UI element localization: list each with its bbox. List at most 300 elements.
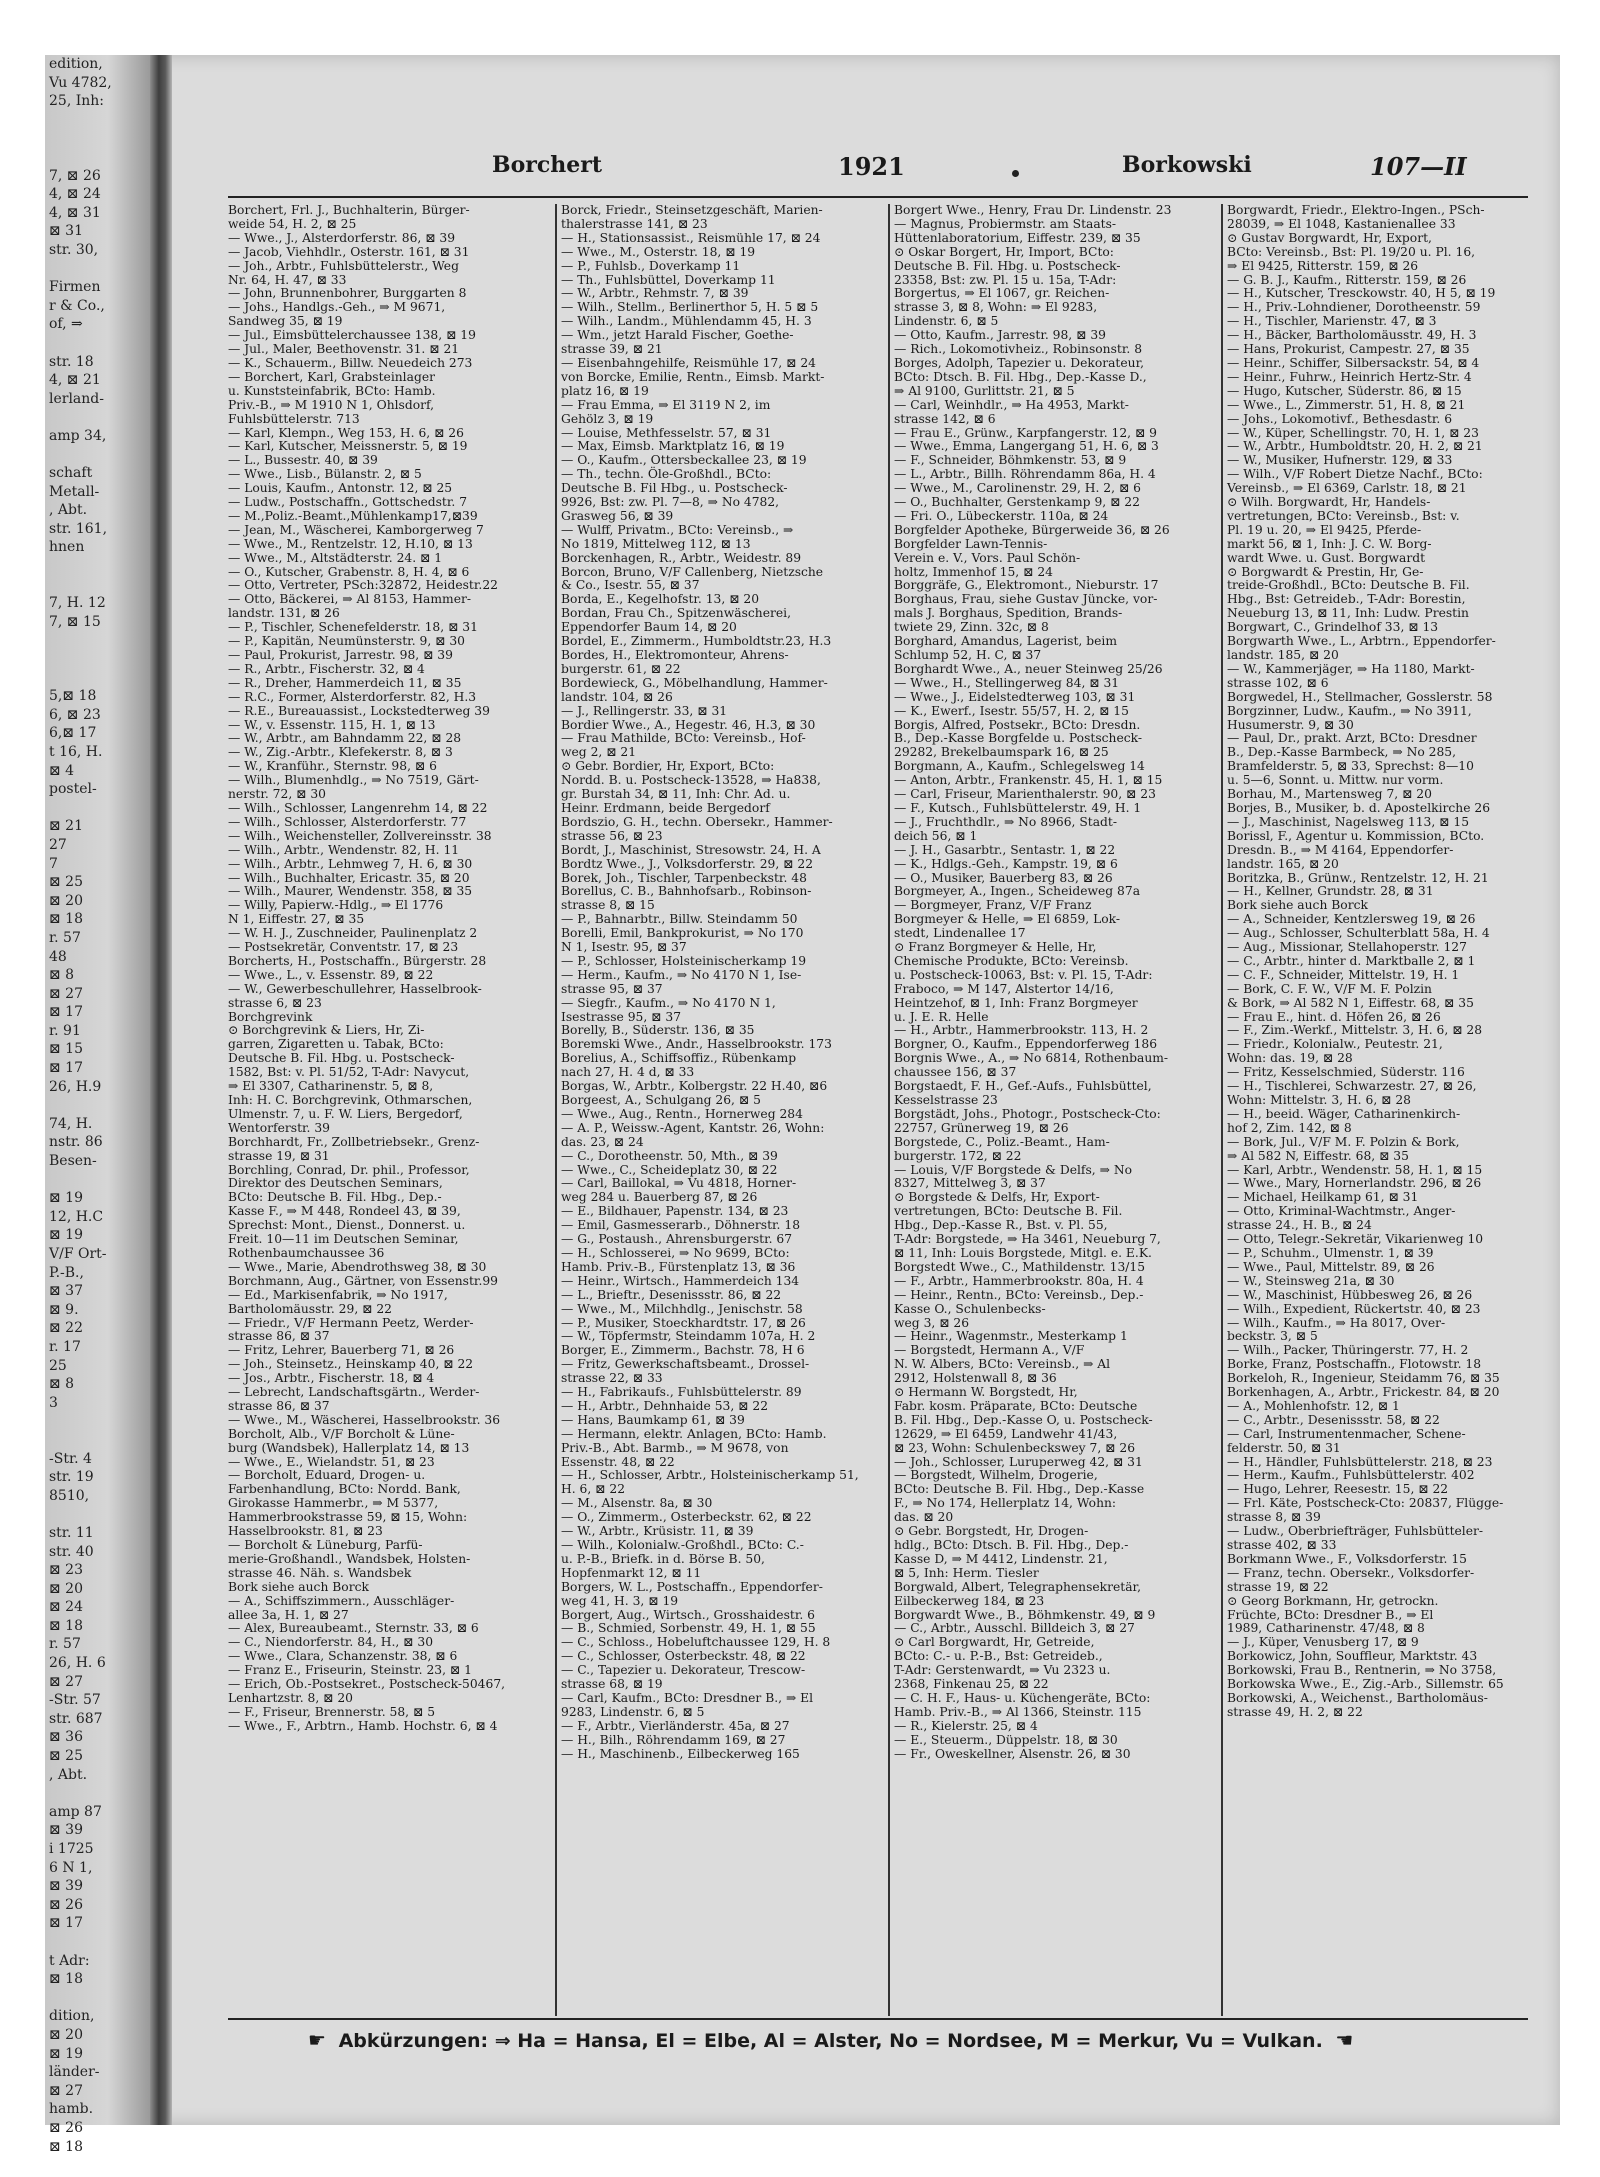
directory-line: ⊙ Gebr. Borgstedt, Hr, Drogen- bbox=[894, 1524, 1089, 1539]
previous-page-text bbox=[45, 1505, 150, 1524]
directory-line: felderstr. 50, ⊠ 31 bbox=[1227, 1440, 1341, 1455]
previous-page-text: ⊠ 17 bbox=[49, 1060, 83, 1077]
previous-page-text: ⊠ 20 bbox=[49, 2026, 83, 2043]
directory-line: — H., Schlosser, Arbtr., Holsteinischerkamp 51, bbox=[561, 1468, 859, 1483]
pointing-hand-icon: ☚ bbox=[1335, 2028, 1354, 2052]
directory-line: — Magnus, Probiermstr. am Staats- bbox=[894, 216, 1117, 231]
directory-line: Deutsche B. Fil. Hbg. u. Postscheck- bbox=[894, 258, 1121, 273]
directory-line: Bordewieck, G., Möbelhandlung, Hammer- bbox=[561, 675, 828, 690]
directory-line: strasse 86, ⊠ 37 bbox=[228, 1329, 330, 1344]
directory-line: — Ludw., Oberbriefträger, Fuhlsbütteler- bbox=[1227, 1524, 1484, 1539]
directory-line: Borissl, F., Agentur u. Kommission, BCto. bbox=[1227, 828, 1485, 843]
directory-line: Borchling, Conrad, Dr. phil., Professor, bbox=[228, 1162, 470, 1177]
directory-line: Borgas, W., Arbtr., Kolbergstr. 22 H.40, ⊠6 bbox=[561, 1079, 828, 1094]
directory-line: Hopfenmarkt 12, ⊠ 11 bbox=[561, 1565, 702, 1580]
directory-line: strasse 3, ⊠ 8, Wohn: ⇒ El 9283, bbox=[894, 300, 1098, 315]
header-dot bbox=[1012, 170, 1019, 177]
directory-line: u. Postscheck-10063, Bst: v. Pl. 15, T-Adr: bbox=[894, 967, 1153, 982]
previous-page-text: 6, ⊠ 23 bbox=[49, 706, 101, 723]
directory-line: — C., Arbtr., Desenissstr. 58, ⊠ 22 bbox=[1227, 1412, 1440, 1427]
directory-line: Priv.-B., Abt. Barmb., ⇒ M 9678, von bbox=[561, 1440, 789, 1455]
directory-line: Borckenhagen, R., Arbtr., Weidestr. 89 bbox=[561, 550, 802, 565]
book-gutter bbox=[150, 55, 172, 2125]
directory-line: — Th., techn. Öle-Großhdl., BCto: bbox=[561, 467, 772, 482]
directory-line: — Frau E., Grünw., Karpfangerstr. 12, ⊠ 9 bbox=[894, 425, 1158, 440]
directory-line: H. 6, ⊠ 22 bbox=[561, 1482, 626, 1497]
directory-line: — Fritz, Lehrer, Bauerberg 71, ⊠ 26 bbox=[228, 1343, 455, 1358]
abbreviations-footer bbox=[302, 2028, 1482, 2058]
directory-line: — Wwe., M., Rentzelstr. 12, H.10, ⊠ 13 bbox=[228, 536, 473, 551]
previous-page-text: 4, ⊠ 24 bbox=[49, 186, 101, 203]
previous-page-text: ⊠ 20 bbox=[49, 1580, 83, 1597]
directory-line: 8327, Mittelweg 3, ⊠ 37 bbox=[894, 1176, 1046, 1191]
directory-line: weg 41, H. 3, ⊠ 19 bbox=[561, 1593, 679, 1608]
directory-line: — H., Stationsassist., Reismühle 17, ⊠ 24 bbox=[561, 230, 821, 245]
directory-line: Heinr. Erdmann, beide Bergedorf bbox=[561, 800, 770, 815]
directory-line: Borghardt Wwe., A., neuer Steinweg 25/26 bbox=[894, 661, 1163, 676]
previous-page-text: r. 17 bbox=[49, 1338, 81, 1355]
directory-line: Borelly, B., Süderstr. 136, ⊠ 35 bbox=[561, 1023, 755, 1038]
previous-page-text bbox=[45, 557, 150, 576]
directory-line: — K., Hdlgs.-Geh., Kampstr. 19, ⊠ 6 bbox=[894, 856, 1118, 871]
directory-line: Borgwedel, H., Stellmacher, Gosslerstr. 58 bbox=[1227, 689, 1493, 704]
directory-line: — C. F., Schneider, Mittelstr. 19, H. 1 bbox=[1227, 967, 1460, 982]
directory-line: — E., Steuerm., Düppelstr. 18, ⊠ 30 bbox=[894, 1732, 1118, 1747]
directory-line: vertretungen, BCto: Deutsche B. Fil. bbox=[894, 1204, 1123, 1219]
previous-page-text bbox=[45, 408, 150, 427]
directory-line: — W., Maschinist, Hübbesweg 26, ⊠ 26 bbox=[1227, 1287, 1473, 1302]
previous-page-text: 7, ⊠ 26 bbox=[49, 167, 101, 184]
directory-line: strasse 102, ⊠ 6 bbox=[1227, 675, 1329, 690]
directory-line: — Bork, Jul., V/F M. F. Polzin & Bork, bbox=[1227, 1134, 1460, 1149]
directory-line: Bramfelderstr. 5, ⊠ 33, Sprechst: 8—10 bbox=[1227, 759, 1474, 774]
directory-line: — Carl, Friseur, Marienthalerstr. 90, ⊠ 23 bbox=[894, 787, 1156, 802]
directory-line: Kasse D, ⇒ M 4412, Lindenstr. 21, bbox=[894, 1551, 1108, 1566]
directory-line: Kesselstrasse 23 bbox=[894, 1093, 998, 1107]
directory-line: Borgwardt, Friedr., Elektro-Ingen., PSch- bbox=[1227, 203, 1485, 217]
directory-line: — Carl, Kaufm., BCto: Dresdner B., ⇒ El bbox=[561, 1690, 814, 1705]
directory-line: — J. H., Gasarbtr., Sentastr. 1, ⊠ 22 bbox=[894, 842, 1116, 857]
previous-page-text bbox=[45, 576, 150, 595]
directory-line: — Th., Fuhlsbüttel, Doverkamp 11 bbox=[561, 272, 776, 287]
directory-line: Hammerbrookstrasse 59, ⊠ 15, Wohn: bbox=[228, 1510, 468, 1525]
column-divider bbox=[1221, 204, 1223, 2016]
directory-line: — R., Arbtr., Fischerstr. 32, ⊠ 4 bbox=[228, 661, 425, 676]
directory-line: Borgwald, Albert, Telegraphensekretär, bbox=[894, 1579, 1141, 1594]
previous-page-text bbox=[45, 129, 150, 148]
directory-line: — C., Arbtr., hinter d. Marktballe 2, ⊠ 1 bbox=[1227, 953, 1476, 968]
previous-page-text: ⊠ 37 bbox=[49, 1283, 83, 1300]
directory-line: strasse 24., H. B., ⊠ 24 bbox=[1227, 1218, 1372, 1233]
directory-line: Priv.-B., ⇒ M 1910 N 1, Ohlsdorf, bbox=[228, 397, 435, 412]
directory-line: Borgnis Wwe., A., ⇒ No 6814, Rothenbaum- bbox=[894, 1051, 1169, 1066]
previous-page-text: V/F Ort- bbox=[49, 1246, 107, 1262]
previous-page-text: ⊠ 4 bbox=[49, 762, 75, 779]
directory-line: Isestrasse 95, ⊠ 37 bbox=[561, 1009, 682, 1024]
directory-line: Bordszio, G. H., techn. Obersekr., Hammer- bbox=[561, 814, 833, 829]
directory-line: — Otto, Kriminal-Wachtmstr., Anger- bbox=[1227, 1204, 1456, 1219]
directory-line: — Wilh., Weichensteller, Zollvereinsstr. 38 bbox=[228, 828, 492, 843]
directory-line: Borgwart, C., Grindelhof 33, ⊠ 13 bbox=[1227, 620, 1439, 635]
directory-line: Borges, Adolph, Tapezier u. Dekorateur, bbox=[894, 355, 1145, 370]
directory-line: Borgert, Aug., Wirtsch., Grosshaidestr. 6 bbox=[561, 1607, 816, 1622]
directory-line: Bordan, Frau Ch., Spitzenwäscherei, bbox=[561, 606, 791, 621]
directory-line: — W., Küper, Schellingstr. 70, H. 1, ⊠ 23 bbox=[1227, 425, 1479, 440]
previous-page-text: 3 bbox=[49, 1394, 58, 1411]
directory-line: ⊙ Hermann W. Borgstedt, Hr, bbox=[894, 1385, 1078, 1400]
directory-line: 1582, Bst: v. Pl. 51/52, T-Adr: Navycut, bbox=[228, 1065, 470, 1080]
directory-line: ⊙ Borgwardt & Prestin, Hr, Ge- bbox=[1227, 564, 1424, 579]
directory-line: — Michael, Heilkamp 61, ⊠ 31 bbox=[1227, 1190, 1419, 1205]
directory-line: 22757, Grünerweg 19, ⊠ 26 bbox=[894, 1120, 1069, 1135]
directory-line: Eppendorfer Baum 14, ⊠ 20 bbox=[561, 620, 737, 635]
directory-line: F., ⇒ No 174, Hellerplatz 14, Wohn: bbox=[894, 1496, 1117, 1511]
directory-line: Fuhlsbüttelerstr. 713 bbox=[228, 411, 360, 426]
directory-line: — Heinr., Wirtsch., Hammerdeich 134 bbox=[561, 1273, 800, 1288]
directory-line: strasse 49, H. 2, ⊠ 22 bbox=[1227, 1704, 1363, 1719]
previous-page-text: Metall- bbox=[49, 483, 100, 500]
directory-line: Borgner, O., Kaufm., Eppendorferweg 186 bbox=[894, 1037, 1158, 1052]
directory-line: N. W. Albers, BCto: Vereinsb., ⇒ Al bbox=[894, 1357, 1111, 1372]
previous-page-text: dition, bbox=[49, 2008, 95, 2025]
directory-line: — Fritz, Gewerkschaftsbeamt., Drossel- bbox=[561, 1357, 810, 1372]
previous-page-text: länder- bbox=[49, 2064, 100, 2081]
previous-page-text: i 1725 bbox=[49, 1841, 94, 1857]
directory-line: — Wwe., H., Stellingerweg 84, ⊠ 31 bbox=[894, 675, 1120, 690]
directory-line: — Carl, Instrumentenmacher, Schene- bbox=[1227, 1426, 1466, 1441]
previous-page-text: 6 N 1, bbox=[49, 1859, 93, 1876]
directory-line: Ulmenstr. 7, u. F. W. Liers, Bergedorf, bbox=[228, 1106, 463, 1121]
directory-line: — Wwe., M., Milchhdlg., Jenischstr. 58 bbox=[561, 1301, 803, 1316]
directory-line: — Otto, Kaufm., Jarrestr. 98, ⊠ 39 bbox=[894, 328, 1106, 343]
directory-line: — Borgstedt, Hermann A., V/F bbox=[894, 1343, 1085, 1358]
directory-line: — Karl, Klempn., Weg 153, H. 6, ⊠ 26 bbox=[228, 425, 464, 440]
directory-line: — F., Arbtr., Vierländerstr. 45a, ⊠ 27 bbox=[561, 1718, 790, 1733]
directory-line: Borger, E., Zimmerm., Bachstr. 78, H 6 bbox=[561, 1343, 805, 1358]
directory-line: — G. B. J., Kaufm., Ritterstr. 159, ⊠ 26 bbox=[1227, 272, 1467, 287]
directory-line: Hbg., Bst: Getreideb., T-Adr: Borestin, bbox=[1227, 592, 1466, 607]
directory-line: — Borchert, Karl, Grabsteinlager bbox=[228, 369, 435, 384]
directory-line: Borhau, M., Martensweg 7, ⊠ 20 bbox=[1227, 787, 1432, 802]
directory-line: — A., Mohlenhofstr. 12, ⊠ 1 bbox=[1227, 1398, 1400, 1413]
previous-page-edge bbox=[45, 55, 150, 2155]
directory-line: Grasweg 56, ⊠ 39 bbox=[561, 508, 674, 523]
directory-line: Borgmann, A., Kaufm., Schlegelsweg 14 bbox=[894, 759, 1145, 774]
directory-line: ⊙ Gebr. Bordier, Hr, Export, BCto: bbox=[561, 759, 775, 774]
directory-line: — R.E., Bureauassist., Lockstedterweg 39 bbox=[228, 703, 490, 718]
previous-page-text: hamb. bbox=[49, 2101, 94, 2118]
directory-line: Vereinsb., ⇒ El 6369, Carlstr. 18, ⊠ 21 bbox=[1227, 481, 1467, 496]
previous-page-text: t 16, H. bbox=[49, 743, 103, 760]
directory-line: — Jul., Maler, Beethovenstr. 31. ⊠ 21 bbox=[228, 342, 460, 357]
directory-line: Borchert, Frl. J., Buchhalterin, Bürger- bbox=[228, 203, 470, 217]
directory-line: ⊙ Wilh. Borgwardt, Hr, Handels- bbox=[1227, 495, 1431, 510]
directory-line: — C., Schloss., Hobeluftchaussee 129, H. 8 bbox=[561, 1635, 831, 1650]
directory-line: von Borcke, Emilie, Rentn., Eimsb. Markt- bbox=[561, 369, 825, 384]
directory-line: — P., Musiker, Stoeckhardtstr. 17, ⊠ 26 bbox=[561, 1315, 806, 1330]
page-header bbox=[172, 152, 1550, 188]
directory-line: Deutsche B. Fil Hbg., u. Postscheck- bbox=[561, 481, 788, 496]
directory-line: ⊙ Oskar Borgert, Hr, Import, BCto: bbox=[894, 244, 1114, 259]
previous-page-text: 27 bbox=[49, 836, 67, 853]
directory-line: — Wwe., M., Wäscherei, Hasselbrookstr. 36 bbox=[228, 1412, 501, 1427]
previous-page-text: ⊠ 9. bbox=[49, 1301, 79, 1318]
directory-line: — Wilh., Blumenhdlg., ⇒ No 7519, Gärt- bbox=[228, 773, 479, 788]
previous-page-text bbox=[45, 1096, 150, 1115]
directory-line: — Heinr., Fuhrw., Heinrich Hertz-Str. 4 bbox=[1227, 369, 1472, 384]
directory-line: strasse 86, ⊠ 37 bbox=[228, 1398, 330, 1413]
directory-line: platz 16, ⊠ 19 bbox=[561, 383, 649, 398]
directory-line: — Wwe., Mary, Hornerlandstr. 296, ⊠ 26 bbox=[1227, 1176, 1482, 1191]
directory-line: — Borgmeyer, Franz, V/F Franz bbox=[894, 898, 1092, 913]
previous-page-text: r. 57 bbox=[49, 929, 81, 946]
directory-line: Bordes, H., Elektromonteur, Ahrens- bbox=[561, 648, 789, 662]
directory-line: u. P.-B., Briefk. in d. Börse B. 50, bbox=[561, 1551, 765, 1566]
directory-line: — Borcholt & Lüneburg, Parfü- bbox=[228, 1538, 423, 1552]
directory-line: Früchte, BCto: Dresdner B., ⇒ El bbox=[1227, 1607, 1434, 1622]
directory-line: — E., Bildhauer, Papenstr. 134, ⊠ 23 bbox=[561, 1204, 789, 1219]
previous-page-text: ⊠ 39 bbox=[49, 1822, 83, 1839]
directory-line: Hamb. Priv.-B., ⇒ Al 1366, Steinstr. 115 bbox=[894, 1704, 1142, 1719]
directory-line: — Jos., Arbtr., Fischerstr. 18, ⊠ 4 bbox=[228, 1371, 435, 1386]
previous-page-text: 7, ⊠ 15 bbox=[49, 613, 101, 630]
header-last-entry: Borkowski bbox=[1122, 152, 1252, 178]
previous-page-text: str. 687 bbox=[49, 1710, 103, 1727]
directory-line: — Rich., Lokomotivheiz., Robinsonstr. 8 bbox=[894, 342, 1143, 357]
previous-page-text bbox=[45, 148, 150, 167]
previous-page-text: 8510, bbox=[49, 1487, 90, 1504]
directory-line: — Karl, Arbtr., Wendenstr. 58, H. 1, ⊠ 15 bbox=[1227, 1162, 1483, 1177]
directory-line: Borkmann Wwe., F., Volksdorferstr. 15 bbox=[1227, 1551, 1467, 1566]
previous-page-text: ⊠ 17 bbox=[49, 1004, 83, 1021]
directory-line: landstr. 131, ⊠ 26 bbox=[228, 606, 340, 621]
directory-line: ⊙ Franz Borgmeyer & Helle, Hr, bbox=[894, 940, 1097, 955]
directory-line: — H., Arbtr., Hammerbrookstr. 113, H. 2 bbox=[894, 1023, 1149, 1038]
directory-line: Nr. 64, H. 47, ⊠ 33 bbox=[228, 272, 347, 287]
directory-line: — Wilh., Expedient, Rückertstr. 40, ⊠ 23 bbox=[1227, 1301, 1481, 1316]
directory-line: — R., Kielerstr. 25, ⊠ 4 bbox=[894, 1718, 1038, 1733]
directory-line: hdlg., BCto: Dtsch. B. Fil. Hbg., Dep.- bbox=[894, 1538, 1129, 1552]
previous-page-text: amp 34, bbox=[49, 427, 107, 444]
directory-line: — Wwe., Clara, Schanzenstr. 38, ⊠ 6 bbox=[228, 1649, 458, 1664]
directory-line: Bork siehe auch Borck bbox=[228, 1579, 369, 1594]
directory-line: nerstr. 72, ⊠ 30 bbox=[228, 787, 326, 802]
directory-line: allee 3a, H. 1, ⊠ 27 bbox=[228, 1607, 349, 1622]
directory-line: — W., Zig.-Arbtr., Klefekerstr. 8, ⊠ 3 bbox=[228, 745, 453, 760]
directory-line: strasse 8, ⊠ 15 bbox=[561, 898, 655, 913]
previous-page-text: -Str. 4 bbox=[49, 1450, 92, 1467]
directory-line: BCto: Dtsch. B. Fil. Hbg., Dep.-Kasse D., bbox=[894, 369, 1147, 384]
header-rule bbox=[228, 196, 1528, 198]
previous-page-text: ⊠ 15 bbox=[49, 1041, 83, 1058]
directory-line: & Bork, ⇒ Al 582 N 1, Eiffestr. 68, ⊠ 35 bbox=[1227, 995, 1474, 1010]
previous-page-text: ⊠ 19 bbox=[49, 2045, 83, 2062]
directory-line: B., Dep.-Kasse Borgfelde u. Postscheck- bbox=[894, 731, 1143, 746]
previous-page-text bbox=[45, 334, 150, 353]
directory-line: — Wilh., Schlosser, Alsterdorferstr. 77 bbox=[228, 814, 467, 829]
previous-page-text: ⊠ 19 bbox=[49, 1190, 83, 1207]
directory-line: ⊙ Carl Borgwardt, Hr, Getreide, bbox=[894, 1635, 1095, 1650]
directory-line: — L., Brieftr., Desenissstr. 86, ⊠ 22 bbox=[561, 1287, 782, 1302]
directory-line: Rothenbaumchaussee 36 bbox=[228, 1245, 385, 1260]
directory-line: strasse 68, ⊠ 19 bbox=[561, 1677, 663, 1692]
directory-line: Neueburg 13, ⊠ 11, Inh: Ludw. Prestin bbox=[1227, 606, 1469, 621]
previous-page-text: ⊠ 25 bbox=[49, 1748, 83, 1765]
previous-page-text: ⊠ 18 bbox=[49, 2138, 83, 2155]
directory-line: — Hermann, elektr. Anlagen, BCto: Hamb. bbox=[561, 1426, 827, 1441]
directory-line: — Wwe., Lisb., Bülanstr. 2, ⊠ 5 bbox=[228, 467, 422, 482]
directory-line: Borgmeyer & Helle, ⇒ El 6859, Lok- bbox=[894, 912, 1121, 927]
directory-line: — Emil, Gasmesserarb., Döhnerstr. 18 bbox=[561, 1218, 801, 1233]
directory-line: Borkowicz, John, Souffleur, Marktstr. 43 bbox=[1227, 1649, 1478, 1664]
directory-line: Farbenhandlung, BCto: Nordd. Bank, bbox=[228, 1482, 461, 1497]
previous-page-text: ⊠ 24 bbox=[49, 1599, 83, 1616]
directory-line: — Fritz, Kesselschmied, Süderstr. 116 bbox=[1227, 1065, 1465, 1080]
directory-line: & Co., Isestr. 55, ⊠ 37 bbox=[561, 578, 700, 593]
previous-page-text: ⊠ 39 bbox=[49, 1878, 83, 1895]
directory-line: — Franz E., Friseurin, Steinstr. 23, ⊠ 1 bbox=[228, 1663, 472, 1678]
directory-line: T-Adr: Gerstenwardt, ⇒ Vu 2323 u. bbox=[894, 1663, 1111, 1678]
directory-line: — Wwe., Paul, Mittelstr. 89, ⊠ 26 bbox=[1227, 1259, 1435, 1274]
directory-line: Dresdn. B., ⇒ M 4164, Eppendorfer- bbox=[1227, 842, 1454, 857]
directory-line: — Joh., Schlosser, Luruperweg 42, ⊠ 31 bbox=[894, 1454, 1143, 1469]
directory-line: — Wilh., Landm., Mühlendamm 45, H. 3 bbox=[561, 314, 812, 329]
directory-line: — K., Ewerf., Isestr. 55/57, H. 2, ⊠ 15 bbox=[894, 703, 1129, 718]
directory-line: — Karl, Kutscher, Meissnerstr. 5, ⊠ 19 bbox=[228, 439, 468, 454]
directory-line: N 1, Eiffestr. 27, ⊠ 35 bbox=[228, 912, 365, 927]
directory-line: — Max, Eimsb. Marktplatz 16, ⊠ 19 bbox=[561, 439, 785, 454]
directory-line: Borke, Franz, Postschaffn., Flotowstr. 18 bbox=[1227, 1357, 1482, 1372]
directory-line: — Aug., Missionar, Stellahoperstr. 127 bbox=[1227, 940, 1467, 955]
directory-line: Pl. 19 u. 20, ⇒ El 9425, Pferde- bbox=[1227, 522, 1422, 537]
directory-line: — W., Töpfermstr, Steindamm 107a, H. 2 bbox=[561, 1329, 816, 1344]
directory-line: — W., Arbtr., Krüsistr. 11, ⊠ 39 bbox=[561, 1524, 754, 1539]
directory-line: twiete 29, Zinn. 32c, ⊠ 8 bbox=[894, 620, 1049, 635]
directory-line: — C. H. F., Haus- u. Küchengeräte, BCto: bbox=[894, 1690, 1151, 1705]
directory-line: burgerstr. 61, ⊠ 22 bbox=[561, 661, 681, 676]
previous-page-text bbox=[45, 1171, 150, 1190]
directory-line: — Wwe., M., Osterstr. 18, ⊠ 19 bbox=[561, 244, 756, 259]
directory-line: — C., Tapezier u. Dekorateur, Trescow- bbox=[561, 1663, 806, 1678]
directory-line: Schlump 52, H. C, ⊠ 37 bbox=[894, 648, 1042, 662]
directory-line: 2368, Finkenau 25, ⊠ 22 bbox=[894, 1677, 1049, 1692]
directory-line: BCto: Deutsche B. Fil. Hbg., Dep.- bbox=[228, 1190, 442, 1205]
directory-line: — L., Bussestr. 40, ⊠ 39 bbox=[228, 453, 378, 468]
directory-line: — R.C., Former, Alsterdorferstr. 82, H.3 bbox=[228, 689, 477, 704]
directory-line: — A. P., Weissw.-Agent, Kantstr. 26, Wohn: bbox=[561, 1120, 825, 1135]
directory-line: — Paul, Dr., prakt. Arzt, BCto: Dresdner bbox=[1227, 731, 1477, 746]
directory-line: — H., Kutscher, Tresckowstr. 40, H 5, ⊠ 19 bbox=[1227, 286, 1496, 301]
directory-line: — Carl, Weinhdlr., ⇒ Ha 4953, Markt- bbox=[894, 397, 1129, 412]
previous-page-text: ⊠ 20 bbox=[49, 892, 83, 909]
directory-line: — P., Schuhm., Ulmenstr. 1, ⊠ 39 bbox=[1227, 1245, 1434, 1260]
directory-line: Borcholt, Alb., V/F Borcholt & Lüne- bbox=[228, 1426, 455, 1441]
previous-page-text: r. 57 bbox=[49, 1636, 81, 1653]
directory-line: strasse 46. Näh. s. Wandsbek bbox=[228, 1565, 412, 1580]
directory-line: Bartholomäusstr. 29, ⊠ 22 bbox=[228, 1301, 392, 1316]
directory-line: — P., Schlosser, Holsteinischerkamp 19 bbox=[561, 953, 807, 968]
directory-line: — A., Schneider, Kentzlersweg 19, ⊠ 26 bbox=[1227, 912, 1476, 927]
directory-line: — Louise, Methfesselstr. 57, ⊠ 31 bbox=[561, 425, 772, 440]
directory-line: — Borcholt, Eduard, Drogen- u. bbox=[228, 1468, 426, 1483]
directory-line: Borghaus, Frau, siehe Gustav Jüncke, vor- bbox=[894, 592, 1158, 607]
directory-line: — Frau Mathilde, BCto: Vereinsb., Hof- bbox=[561, 731, 806, 746]
directory-line: Borda, E., Kegelhofstr. 13, ⊠ 20 bbox=[561, 592, 760, 607]
directory-line: landstr. 185, ⊠ 20 bbox=[1227, 648, 1339, 662]
directory-line: — Wilh., Maurer, Wendenstr. 358, ⊠ 35 bbox=[228, 884, 473, 899]
directory-line: — R., Dreher, Hammerdeich 11, ⊠ 35 bbox=[228, 675, 462, 690]
directory-line: 12629, ⇒ El 6459, Landwehr 41/43, bbox=[894, 1426, 1118, 1441]
directory-line: ⇒ Al 582 N, Eiffestr. 68, ⊠ 35 bbox=[1227, 1148, 1409, 1163]
directory-line: — Wwe., J., Alsterdorferstr. 86, ⊠ 39 bbox=[228, 230, 456, 245]
directory-line: Bordel, E., Zimmerm., Humboldtstr.23, H.3 bbox=[561, 634, 832, 649]
directory-line: ⊠ 23, Wohn: Schulenbeckswey 7, ⊠ 26 bbox=[894, 1440, 1136, 1455]
directory-line: — J., Maschinist, Nagelsweg 113, ⊠ 15 bbox=[1227, 814, 1470, 829]
previous-page-text: r & Co., bbox=[49, 297, 105, 314]
directory-line: Fraboco, ⇒ M 147, Alstertor 14/16, bbox=[894, 981, 1114, 996]
previous-page-text: ⊠ 27 bbox=[49, 1673, 83, 1690]
directory-line: wardt Wwe. u. Gust. Borgwardt bbox=[1227, 550, 1426, 565]
directory-line: — O., Kutscher, Grabenstr. 8, H. 4, ⊠ 6 bbox=[228, 564, 470, 579]
directory-line: — Friedr., V/F Hermann Peetz, Werder- bbox=[228, 1315, 474, 1330]
directory-line: markt 56, ⊠ 1, Inh: J. C. W. Borg- bbox=[1227, 536, 1432, 551]
previous-page-text: , Abt. bbox=[49, 502, 88, 519]
directory-line: — W., Musiker, Hufnerstr. 129, ⊠ 33 bbox=[1227, 453, 1453, 468]
previous-page-text: r. 91 bbox=[49, 1022, 81, 1039]
previous-page-text: 6,⊠ 17 bbox=[49, 725, 97, 742]
previous-page-text: str. 30, bbox=[49, 241, 99, 258]
directory-line: — Wwe., L., Zimmerstr. 51, H. 8, ⊠ 21 bbox=[1227, 397, 1466, 412]
directory-line: Borchhardt, Fr., Zollbetriebsekr., Grenz- bbox=[228, 1134, 480, 1149]
directory-line: 28039, ⇒ El 1048, Kastanienallee 33 bbox=[1227, 216, 1456, 231]
directory-line: Borghard, Amandus, Lagerist, beim bbox=[894, 634, 1117, 649]
directory-line: weide 54, H. 2, ⊠ 25 bbox=[228, 216, 357, 231]
directory-line: Hasselbrookstr. 81, ⊠ 23 bbox=[228, 1524, 383, 1539]
directory-line: strasse 6, ⊠ 23 bbox=[228, 995, 322, 1010]
directory-line: — Otto, Telegr.-Sekretär, Vikarienweg 10 bbox=[1227, 1232, 1484, 1247]
directory-line: — Wulff, Privatm., BCto: Vereinsb., ⇒ bbox=[561, 522, 794, 537]
directory-line: — Herm., Kaufm., Fuhlsbüttelerstr. 402 bbox=[1227, 1468, 1475, 1483]
directory-line: Husumerstr. 9, ⊠ 30 bbox=[1227, 717, 1354, 732]
directory-line: 9926, Bst: zw. Pl. 7—8, ⇒ No 4782, bbox=[561, 495, 780, 510]
directory-line: ⇒ El 9425, Ritterstr. 159, ⊠ 26 bbox=[1227, 258, 1419, 273]
directory-line: — Alex, Bureaubeamt., Sternstr. 33, ⊠ 6 bbox=[228, 1621, 479, 1636]
directory-line: ⊙ Borgstede & Delfs, Hr, Export- bbox=[894, 1190, 1100, 1205]
directory-line: treide-Großhdl., BCto: Deutsche B. Fil. bbox=[1227, 578, 1470, 593]
previous-page-text: postel- bbox=[49, 781, 97, 798]
directory-line: — John, Brunnenbohrer, Burggarten 8 bbox=[228, 286, 467, 301]
previous-page-text: Vu 4782, bbox=[49, 74, 112, 91]
directory-line: Borgstädt, Johs., Photogr., Postscheck-Cto: bbox=[894, 1106, 1161, 1121]
directory-line: Borgfelder Apotheke, Bürgerweide 36, ⊠ 26 bbox=[894, 522, 1170, 537]
previous-page-text bbox=[45, 1412, 150, 1431]
directory-line: weg 284 u. Bauerberg 87, ⊠ 26 bbox=[561, 1190, 758, 1205]
directory-line: gr. Burstah 34, ⊠ 11, Inh: Chr. Ad. u. bbox=[561, 787, 791, 802]
directory-line: — Ludw., Postschaffn., Gottschedstr. 7 bbox=[228, 495, 468, 510]
previous-page-text bbox=[45, 111, 150, 130]
directory-line: ⊙ Borchgrevink & Liers, Hr, Zi- bbox=[228, 1023, 425, 1038]
directory-line: — Johs., Handlgs.-Geh., ⇒ M 9671, bbox=[228, 300, 446, 315]
previous-page-text: nstr. 86 bbox=[49, 1134, 103, 1151]
directory-line: Wohn: das. 19, ⊠ 28 bbox=[1227, 1051, 1353, 1066]
column-4 bbox=[1227, 204, 1549, 2024]
previous-page-text: ⊠ 23 bbox=[49, 1562, 83, 1579]
directory-line: — Hans, Baumkamp 61, ⊠ 39 bbox=[561, 1412, 745, 1427]
directory-line: strasse 402, ⊠ 33 bbox=[1227, 1538, 1337, 1552]
previous-page-text: ⊠ 22 bbox=[49, 1320, 83, 1337]
previous-page-text: ⊠ 31 bbox=[49, 223, 83, 240]
directory-line: — Frl. Käte, Postscheck-Cto: 20837, Flügge- bbox=[1227, 1496, 1504, 1511]
